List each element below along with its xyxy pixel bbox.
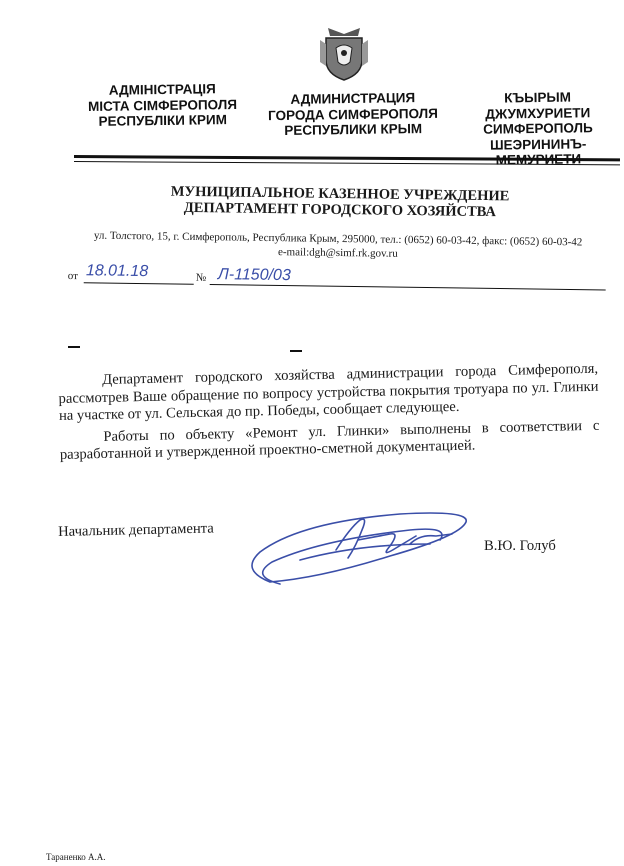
registration-date-underline bbox=[84, 282, 194, 285]
body-paragraph-2: Работы по объекту «Ремонт ул. Глинки» выполнены в соответствии с разработанной и утвержденной проектно-сметной документацией. bbox=[59, 417, 600, 464]
header-right-line-3: ШЕЭРИНИНЪ- bbox=[489, 135, 587, 153]
address-field-corner-right bbox=[290, 350, 302, 352]
organization-line-1: МУНИЦИПАЛЬНОЕ КАЗЕННОЕ УЧРЕЖДЕНИЕ bbox=[170, 183, 510, 205]
organization-email: e-mail:dgh@simf.rk.gov.ru bbox=[277, 246, 398, 260]
registration-line bbox=[67, 262, 608, 310]
header-right-line-1: КЪЫРЫМ ДЖУМХУРИЕТИ bbox=[485, 89, 591, 122]
header-left-line-3: РЕСПУБЛІКИ КРИМ bbox=[98, 112, 227, 129]
registration-number: Л-1150/03 bbox=[217, 266, 291, 285]
header-left-line-2: МІСТА СІМФЕРОПОЛЯ bbox=[87, 96, 238, 114]
header-center-line-1: АДМИНИСТРАЦИЯ bbox=[290, 90, 416, 107]
header-left bbox=[80, 81, 246, 130]
signature-title: Начальник департамента bbox=[58, 520, 214, 540]
registration-number-label: № bbox=[195, 271, 207, 284]
body-paragraph-1: Департамент городского хозяйства администрации города Симферополя, рассмотрев Ваше обращение по вопросу устройства покрытия тротуара по ул. Глинки на участке от ул. Сельская до пр. Победы, сообщает следующее. bbox=[58, 360, 599, 425]
header-right-line-2: СИМФЕРОПОЛЬ bbox=[483, 120, 593, 137]
header-center bbox=[258, 90, 449, 139]
organization-address: ул. Толстого, 15, г. Симферополь, Республика Крым, 295000, тел.: (0652) 60-03-42, факс: (0652) 60-03-42 bbox=[93, 229, 583, 249]
organization-contacts bbox=[70, 228, 606, 263]
organization-name bbox=[150, 183, 530, 220]
registration-number-underline bbox=[210, 284, 606, 291]
executor-name: Тараненко А.А. bbox=[46, 852, 106, 862]
header-center-line-3: РЕСПУБЛИКИ КРЫМ bbox=[284, 121, 423, 138]
registration-from-label: от bbox=[67, 269, 79, 283]
header-center-line-2: ГОРОДА СИМФЕРОПОЛЯ bbox=[267, 105, 439, 123]
header-left-line-1: АДМІНІСТРАЦІЯ bbox=[108, 81, 216, 98]
signatory-name: В.Ю. Голуб bbox=[484, 538, 556, 554]
letter-body bbox=[58, 361, 600, 469]
crimea-coat-of-arms-icon bbox=[318, 26, 370, 82]
organization-line-2: ДЕПАРТАМЕНТ ГОРОДСКОГО ХОЗЯЙСТВА bbox=[183, 199, 497, 221]
address-field-corner-left bbox=[68, 346, 80, 348]
registration-date: 18.01.18 bbox=[85, 262, 149, 281]
handwritten-signature-icon bbox=[240, 500, 480, 592]
